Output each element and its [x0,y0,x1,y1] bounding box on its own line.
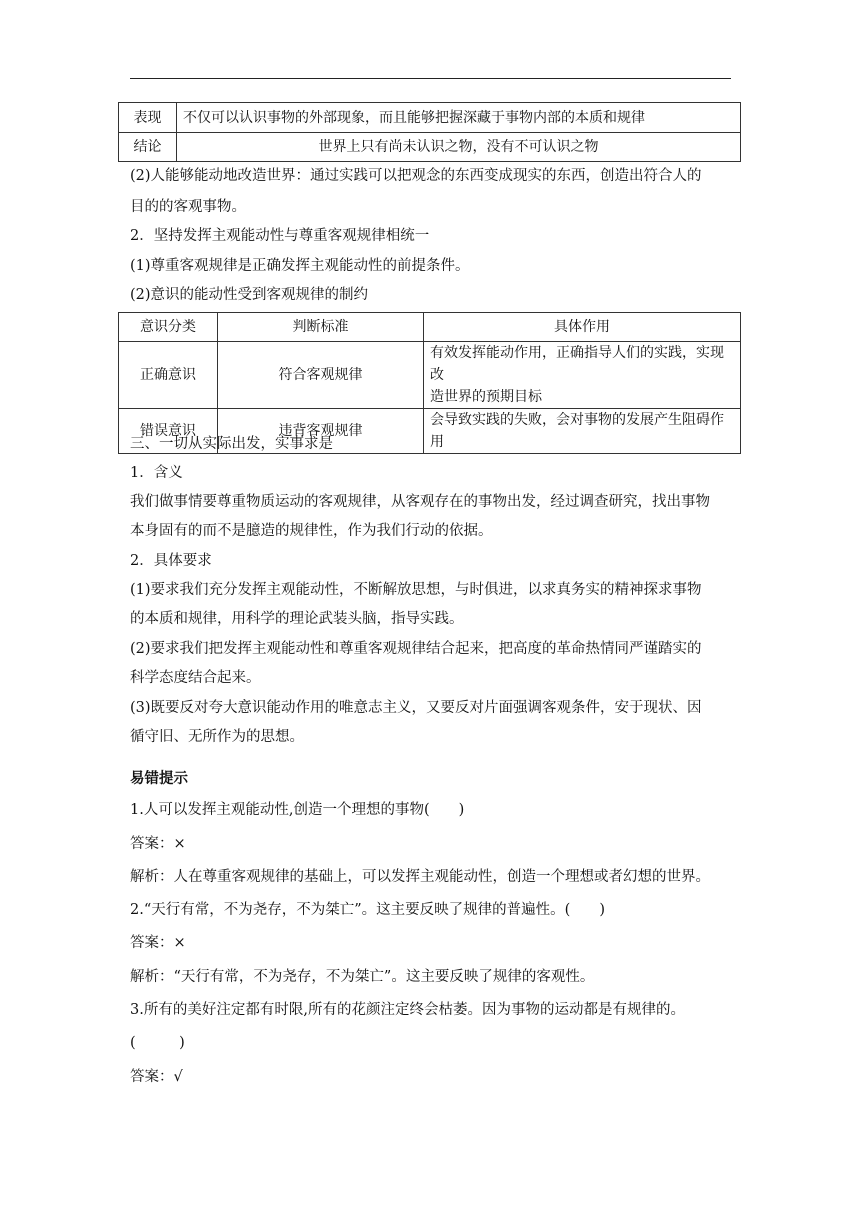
section-heading: 2．坚持发挥主观能动性与尊重客观规律相统一 [130,228,430,244]
paragraph-line: (1)尊重客观规律是正确发挥主观能动性的前提条件。 [130,258,470,274]
paragraph-line: (1)要求我们充分发挥主观能动性，不断解放思想，与时俱进，以求真务实的精神探求事物 [130,582,702,598]
subsection-heading: 1．含义 [130,465,183,481]
question: 1.人可以发挥主观能动性,创造一个理想的事物( ) [130,802,465,818]
column-header: 意识分类 [119,313,218,342]
paragraph-line: 我们做事情要尊重物质运动的客观规律，从客观存在的事物出发，经过调查研究，找出事物 [130,494,710,510]
column-header: 判断标准 [218,313,424,342]
header-rule [130,78,731,79]
paragraph-line: 科学态度结合起来。 [130,670,261,686]
cell-standard: 违背客观规律 [218,409,424,454]
paragraph-line: (2)要求我们把发挥主观能动性和尊重客观规律结合起来，把高度的革命热情同严谨踏实的 [130,641,702,657]
table-consciousness [118,312,741,454]
table-row [119,103,741,133]
question-bracket: ( ) [130,1035,185,1051]
tips-title: 易错提示 [130,770,188,787]
table-header-row [119,313,741,342]
answer: 答案：× [130,836,186,852]
answer: 答案：× [130,935,186,951]
paragraph-line: (2)人能够能动地改造世界：通过实践可以把观念的东西变成现实的东西，创造出符合人的 [130,168,702,184]
paragraph-line: 循守旧、无所作为的思想。 [130,729,304,745]
cell-effect-line: 造世界的预期目标 [430,389,542,405]
table-row [119,342,741,409]
row-text: 世界上只有尚未认识之物，没有不可认识之物 [177,133,741,162]
table-row [119,133,741,162]
cell-effect: 会导致实践的失败，会对事物的发展产生阻碍作用 [424,409,741,454]
question: 2.“天行有常，不为尧存，不为桀亡”。这主要反映了规律的普遍性。( ) [130,902,605,918]
table-cognition [118,102,741,162]
answer: 答案：√ [130,1069,183,1085]
cell-standard: 符合客观规律 [218,342,424,409]
explanation: 解析：“天行有常，不为尧存，不为桀亡”。这主要反映了规律的客观性。 [130,969,595,985]
cell-kind: 正确意识 [119,342,218,409]
section-title: 三、一切从实际出发，实事求是 [130,436,333,452]
cell-effect [424,342,741,409]
cell-kind: 错误意识 [119,409,218,454]
paragraph-line: 目的的客观事物。 [130,199,246,215]
paragraph-line: 本身固有的而不是臆造的规律性，作为我们行动的依据。 [130,523,493,539]
paragraph-line: (2)意识的能动性受到客观规律的制约 [130,287,369,303]
row-label: 结论 [119,133,177,162]
question: 3.所有的美好注定都有时限,所有的花颜注定终会枯萎。因为事物的运动都是有规律的。 [130,1002,685,1018]
column-header: 具体作用 [424,313,741,342]
paragraph-line: 的本质和规律，用科学的理论武装头脑，指导实践。 [130,611,464,627]
subsection-heading: 2．具体要求 [130,553,212,569]
cell-effect-line: 有效发挥能动作用，正确指导人们的实践，实现改 [430,345,724,383]
explanation: 解析：人在尊重客观规律的基础上，可以发挥主观能动性，创造一个理想或者幻想的世界。 [130,869,710,885]
row-text: 不仅可以认识事物的外部现象，而且能够把握深藏于事物内部的本质和规律 [177,103,741,133]
paragraph-line: (3)既要反对夸大意识能动作用的唯意志主义，又要反对片面强调客观条件，安于现状、因 [130,700,702,716]
row-label: 表现 [119,103,177,133]
